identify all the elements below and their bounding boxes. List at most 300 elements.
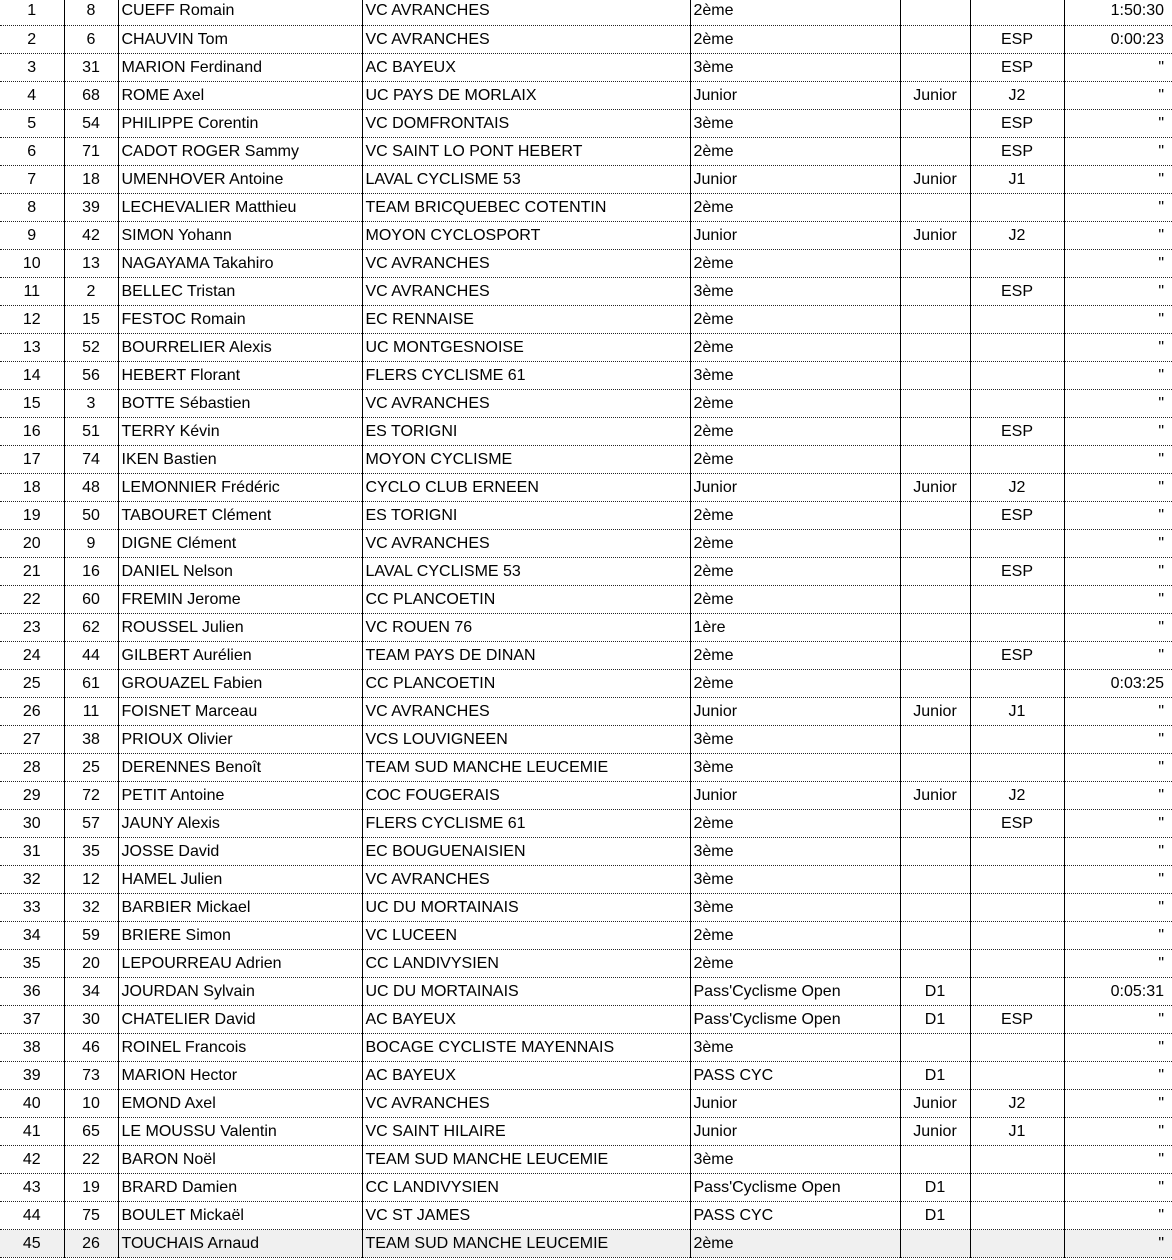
subcategory-cell: J2 [970,221,1064,249]
category-cell: 2ème [690,193,900,221]
subcategory-cell [970,1201,1064,1229]
club-cell: VC SAINT LO PONT HEBERT [362,137,690,165]
time-cell: " [1064,137,1172,165]
club-cell: AC BAYEUX [362,53,690,81]
time-cell: " [1064,753,1172,781]
rider-name-cell: DANIEL Nelson [118,557,362,585]
table-row [0,53,1172,81]
subcategory-cell [970,921,1064,949]
class-cell [900,417,970,445]
table-row [0,1089,1172,1117]
category-cell: Pass'Cyclisme Open [690,1005,900,1033]
category-cell: 2ème [690,445,900,473]
category-cell: 3ème [690,865,900,893]
club-cell: VC AVRANCHES [362,697,690,725]
rank-cell: 18 [0,473,64,501]
time-cell: " [1064,445,1172,473]
table-row [0,1061,1172,1089]
bib-cell: 16 [64,557,118,585]
subcategory-cell [970,669,1064,697]
category-cell: PASS CYC [690,1061,900,1089]
time-cell: " [1064,529,1172,557]
subcategory-cell [970,1033,1064,1061]
class-cell [900,1033,970,1061]
table-row [0,977,1172,1005]
table-row [0,137,1172,165]
time-cell: " [1064,725,1172,753]
time-cell: " [1064,81,1172,109]
bib-cell: 56 [64,361,118,389]
club-cell: EC BOUGUENAISIEN [362,837,690,865]
rider-name-cell: PRIOUX Olivier [118,725,362,753]
time-cell: " [1064,473,1172,501]
table-row [0,445,1172,473]
rider-name-cell: DERENNES Benoît [118,753,362,781]
club-cell: VC AVRANCHES [362,529,690,557]
table-row [0,585,1172,613]
table-row [0,725,1172,753]
rider-name-cell: MARION Ferdinand [118,53,362,81]
club-cell: ES TORIGNI [362,501,690,529]
rider-name-cell: MARION Hector [118,1061,362,1089]
rider-name-cell: BELLEC Tristan [118,277,362,305]
table-row [0,557,1172,585]
subcategory-cell [970,725,1064,753]
rank-cell: 8 [0,193,64,221]
rider-name-cell: BOULET Mickaël [118,1201,362,1229]
class-cell [900,137,970,165]
subcategory-cell [970,837,1064,865]
subcategory-cell: J2 [970,1089,1064,1117]
rank-cell: 37 [0,1005,64,1033]
club-cell: VC SAINT HILAIRE [362,1117,690,1145]
time-cell: " [1064,865,1172,893]
table-row [0,697,1172,725]
time-cell: " [1064,557,1172,585]
subcategory-cell: ESP [970,809,1064,837]
subcategory-cell [970,333,1064,361]
class-cell: Junior [900,1089,970,1117]
rider-name-cell: BARBIER Mickael [118,893,362,921]
class-cell [900,249,970,277]
table-row [0,893,1172,921]
rank-cell: 32 [0,865,64,893]
rank-cell: 26 [0,697,64,725]
rider-name-cell: TABOURET Clément [118,501,362,529]
class-cell [900,865,970,893]
table-row [0,109,1172,137]
time-cell: 1:50:30 [1064,0,1172,25]
rank-cell: 10 [0,249,64,277]
table-row [0,781,1172,809]
category-cell: 2ème [690,641,900,669]
category-cell: 2ème [690,809,900,837]
rider-name-cell: BOURRELIER Alexis [118,333,362,361]
class-cell: D1 [900,1201,970,1229]
bib-cell: 8 [64,0,118,25]
time-cell: " [1064,1005,1172,1033]
bib-cell: 52 [64,333,118,361]
table-row [0,305,1172,333]
time-cell: " [1064,501,1172,529]
bib-cell: 20 [64,949,118,977]
class-cell: Junior [900,781,970,809]
rider-name-cell: JOURDAN Sylvain [118,977,362,1005]
table-row [0,81,1172,109]
rider-name-cell: GILBERT Aurélien [118,641,362,669]
rider-name-cell: CHAUVIN Tom [118,25,362,53]
category-cell: 2ème [690,305,900,333]
rank-cell: 7 [0,165,64,193]
time-cell: " [1064,585,1172,613]
rank-cell: 40 [0,1089,64,1117]
time-cell: " [1064,781,1172,809]
rank-cell: 23 [0,613,64,641]
class-cell [900,0,970,25]
subcategory-cell [970,949,1064,977]
subcategory-cell [970,865,1064,893]
class-cell [900,809,970,837]
club-cell: VC ROUEN 76 [362,613,690,641]
category-cell: 2ème [690,669,900,697]
time-cell: " [1064,249,1172,277]
club-cell: VC AVRANCHES [362,389,690,417]
category-cell: 2ème [690,137,900,165]
bib-cell: 12 [64,865,118,893]
rank-cell: 1 [0,0,64,25]
time-cell: " [1064,389,1172,417]
rider-name-cell: JAUNY Alexis [118,809,362,837]
category-cell: 2ème [690,249,900,277]
club-cell: CC LANDIVYSIEN [362,949,690,977]
category-cell: 2ème [690,25,900,53]
rider-name-cell: UMENHOVER Antoine [118,165,362,193]
bib-cell: 9 [64,529,118,557]
category-cell: 2ème [690,557,900,585]
subcategory-cell: ESP [970,53,1064,81]
table-row [0,249,1172,277]
rider-name-cell: IKEN Bastien [118,445,362,473]
table-row [0,0,1172,25]
club-cell: VC LUCEEN [362,921,690,949]
club-cell: LAVAL CYCLISME 53 [362,165,690,193]
time-cell: " [1064,277,1172,305]
subcategory-cell: ESP [970,25,1064,53]
class-cell [900,837,970,865]
club-cell: VC ST JAMES [362,1201,690,1229]
table-row [0,165,1172,193]
class-cell [900,193,970,221]
rank-cell: 28 [0,753,64,781]
rank-cell: 9 [0,221,64,249]
time-cell: 0:05:31 [1064,977,1172,1005]
bib-cell: 6 [64,25,118,53]
category-cell: 3ème [690,837,900,865]
subcategory-cell [970,305,1064,333]
class-cell [900,641,970,669]
class-cell: Junior [900,221,970,249]
bib-cell: 2 [64,277,118,305]
time-cell: " [1064,837,1172,865]
subcategory-cell: J2 [970,781,1064,809]
class-cell [900,1229,970,1257]
bib-cell: 73 [64,1061,118,1089]
table-row [0,669,1172,697]
subcategory-cell [970,1145,1064,1173]
category-cell: Pass'Cyclisme Open [690,977,900,1005]
club-cell: VC AVRANCHES [362,1089,690,1117]
table-row [0,361,1172,389]
category-cell: 2ème [690,501,900,529]
class-cell [900,949,970,977]
club-cell: MOYON CYCLISME [362,445,690,473]
bib-cell: 72 [64,781,118,809]
time-cell: " [1064,305,1172,333]
club-cell: UC MONTGESNOISE [362,333,690,361]
rider-name-cell: CHATELIER David [118,1005,362,1033]
category-cell: 3ème [690,1033,900,1061]
bib-cell: 26 [64,1229,118,1257]
time-cell: " [1064,1229,1172,1257]
subcategory-cell [970,445,1064,473]
bib-cell: 3 [64,389,118,417]
club-cell: CC LANDIVYSIEN [362,1173,690,1201]
rider-name-cell: PHILIPPE Corentin [118,109,362,137]
subcategory-cell: ESP [970,137,1064,165]
time-cell: " [1064,1089,1172,1117]
bib-cell: 51 [64,417,118,445]
table-row [0,1229,1172,1257]
category-cell: PASS CYC [690,1201,900,1229]
category-cell: 2ème [690,389,900,417]
rider-name-cell: HAMEL Julien [118,865,362,893]
bib-cell: 25 [64,753,118,781]
bib-cell: 39 [64,193,118,221]
rank-cell: 6 [0,137,64,165]
time-cell: 0:00:23 [1064,25,1172,53]
table-row [0,809,1172,837]
rank-cell: 15 [0,389,64,417]
time-cell: " [1064,109,1172,137]
table-row [0,641,1172,669]
time-cell: 0:03:25 [1064,669,1172,697]
club-cell: VCS LOUVIGNEEN [362,725,690,753]
class-cell [900,557,970,585]
rider-name-cell: GROUAZEL Fabien [118,669,362,697]
table-row [0,1201,1172,1229]
club-cell: TEAM SUD MANCHE LEUCEMIE [362,753,690,781]
club-cell: CC PLANCOETIN [362,669,690,697]
time-cell: " [1064,53,1172,81]
class-cell [900,109,970,137]
rank-cell: 41 [0,1117,64,1145]
rank-cell: 31 [0,837,64,865]
class-cell [900,893,970,921]
table-row [0,501,1172,529]
class-cell [900,613,970,641]
rank-cell: 27 [0,725,64,753]
rank-cell: 17 [0,445,64,473]
bib-cell: 22 [64,1145,118,1173]
rank-cell: 19 [0,501,64,529]
rider-name-cell: BARON Noël [118,1145,362,1173]
rank-cell: 30 [0,809,64,837]
time-cell: " [1064,1033,1172,1061]
category-cell: 2ème [690,949,900,977]
category-cell: 3ème [690,893,900,921]
rider-name-cell: LECHEVALIER Matthieu [118,193,362,221]
rider-name-cell: FREMIN Jerome [118,585,362,613]
club-cell: EC RENNAISE [362,305,690,333]
subcategory-cell [970,1173,1064,1201]
club-cell: BOCAGE CYCLISTE MAYENNAIS [362,1033,690,1061]
table-row [0,613,1172,641]
rank-cell: 24 [0,641,64,669]
time-cell: " [1064,333,1172,361]
class-cell [900,53,970,81]
category-cell: 2ème [690,417,900,445]
bib-cell: 61 [64,669,118,697]
class-cell: D1 [900,1061,970,1089]
rank-cell: 16 [0,417,64,445]
subcategory-cell: ESP [970,501,1064,529]
subcategory-cell [970,0,1064,25]
bib-cell: 50 [64,501,118,529]
rider-name-cell: FESTOC Romain [118,305,362,333]
rank-cell: 45 [0,1229,64,1257]
category-cell: Pass'Cyclisme Open [690,1173,900,1201]
table-row [0,277,1172,305]
class-cell: Junior [900,473,970,501]
subcategory-cell: ESP [970,277,1064,305]
club-cell: VC AVRANCHES [362,249,690,277]
rank-cell: 4 [0,81,64,109]
subcategory-cell [970,389,1064,417]
rider-name-cell: EMOND Axel [118,1089,362,1117]
rider-name-cell: BOTTE Sébastien [118,389,362,417]
rank-cell: 13 [0,333,64,361]
rider-name-cell: ROINEL Francois [118,1033,362,1061]
class-cell: D1 [900,1005,970,1033]
table-row [0,529,1172,557]
bib-cell: 19 [64,1173,118,1201]
table-row [0,417,1172,445]
class-cell: D1 [900,977,970,1005]
category-cell: 3ème [690,361,900,389]
subcategory-cell: J2 [970,81,1064,109]
subcategory-cell [970,249,1064,277]
rider-name-cell: ROUSSEL Julien [118,613,362,641]
club-cell: TEAM BRICQUEBEC COTENTIN [362,193,690,221]
table-row [0,1117,1172,1145]
rider-name-cell: FOISNET Marceau [118,697,362,725]
class-cell [900,585,970,613]
rider-name-cell: BRARD Damien [118,1173,362,1201]
rank-cell: 44 [0,1201,64,1229]
time-cell: " [1064,221,1172,249]
club-cell: AC BAYEUX [362,1005,690,1033]
category-cell: Junior [690,473,900,501]
subcategory-cell: J1 [970,165,1064,193]
category-cell: 3ème [690,109,900,137]
bib-cell: 44 [64,641,118,669]
subcategory-cell [970,977,1064,1005]
bib-cell: 10 [64,1089,118,1117]
rank-cell: 20 [0,529,64,557]
rank-cell: 2 [0,25,64,53]
class-cell: Junior [900,81,970,109]
time-cell: " [1064,1061,1172,1089]
class-cell [900,753,970,781]
category-cell: Junior [690,221,900,249]
rank-cell: 38 [0,1033,64,1061]
time-cell: " [1064,949,1172,977]
rider-name-cell: JOSSE David [118,837,362,865]
table-row [0,25,1172,53]
category-cell: 3ème [690,725,900,753]
class-cell: Junior [900,697,970,725]
class-cell: D1 [900,1173,970,1201]
subcategory-cell [970,529,1064,557]
rider-name-cell: HEBERT Florant [118,361,362,389]
club-cell: MOYON CYCLOSPORT [362,221,690,249]
class-cell [900,921,970,949]
rider-name-cell: CADOT ROGER Sammy [118,137,362,165]
subcategory-cell [970,753,1064,781]
bib-cell: 62 [64,613,118,641]
table-row [0,221,1172,249]
category-cell: 2ème [690,529,900,557]
time-cell: " [1064,361,1172,389]
time-cell: " [1064,921,1172,949]
bib-cell: 35 [64,837,118,865]
rank-cell: 21 [0,557,64,585]
bib-cell: 68 [64,81,118,109]
bib-cell: 60 [64,585,118,613]
club-cell: ES TORIGNI [362,417,690,445]
rank-cell: 3 [0,53,64,81]
bib-cell: 32 [64,893,118,921]
bib-cell: 54 [64,109,118,137]
subcategory-cell [970,193,1064,221]
time-cell: " [1064,641,1172,669]
class-cell [900,361,970,389]
subcategory-cell: ESP [970,417,1064,445]
rank-cell: 43 [0,1173,64,1201]
table-row [0,921,1172,949]
rider-name-cell: LEMONNIER Frédéric [118,473,362,501]
club-cell: UC DU MORTAINAIS [362,977,690,1005]
rank-cell: 29 [0,781,64,809]
table-row [0,473,1172,501]
rider-name-cell: BRIERE Simon [118,921,362,949]
rider-name-cell: NAGAYAMA Takahiro [118,249,362,277]
rank-cell: 5 [0,109,64,137]
time-cell: " [1064,613,1172,641]
class-cell [900,333,970,361]
bib-cell: 74 [64,445,118,473]
subcategory-cell [970,585,1064,613]
rank-cell: 34 [0,921,64,949]
category-cell: Junior [690,781,900,809]
category-cell: 3ème [690,753,900,781]
category-cell: Junior [690,697,900,725]
rank-cell: 35 [0,949,64,977]
rider-name-cell: LE MOUSSU Valentin [118,1117,362,1145]
category-cell: Junior [690,165,900,193]
class-cell: Junior [900,1117,970,1145]
table-row [0,1173,1172,1201]
